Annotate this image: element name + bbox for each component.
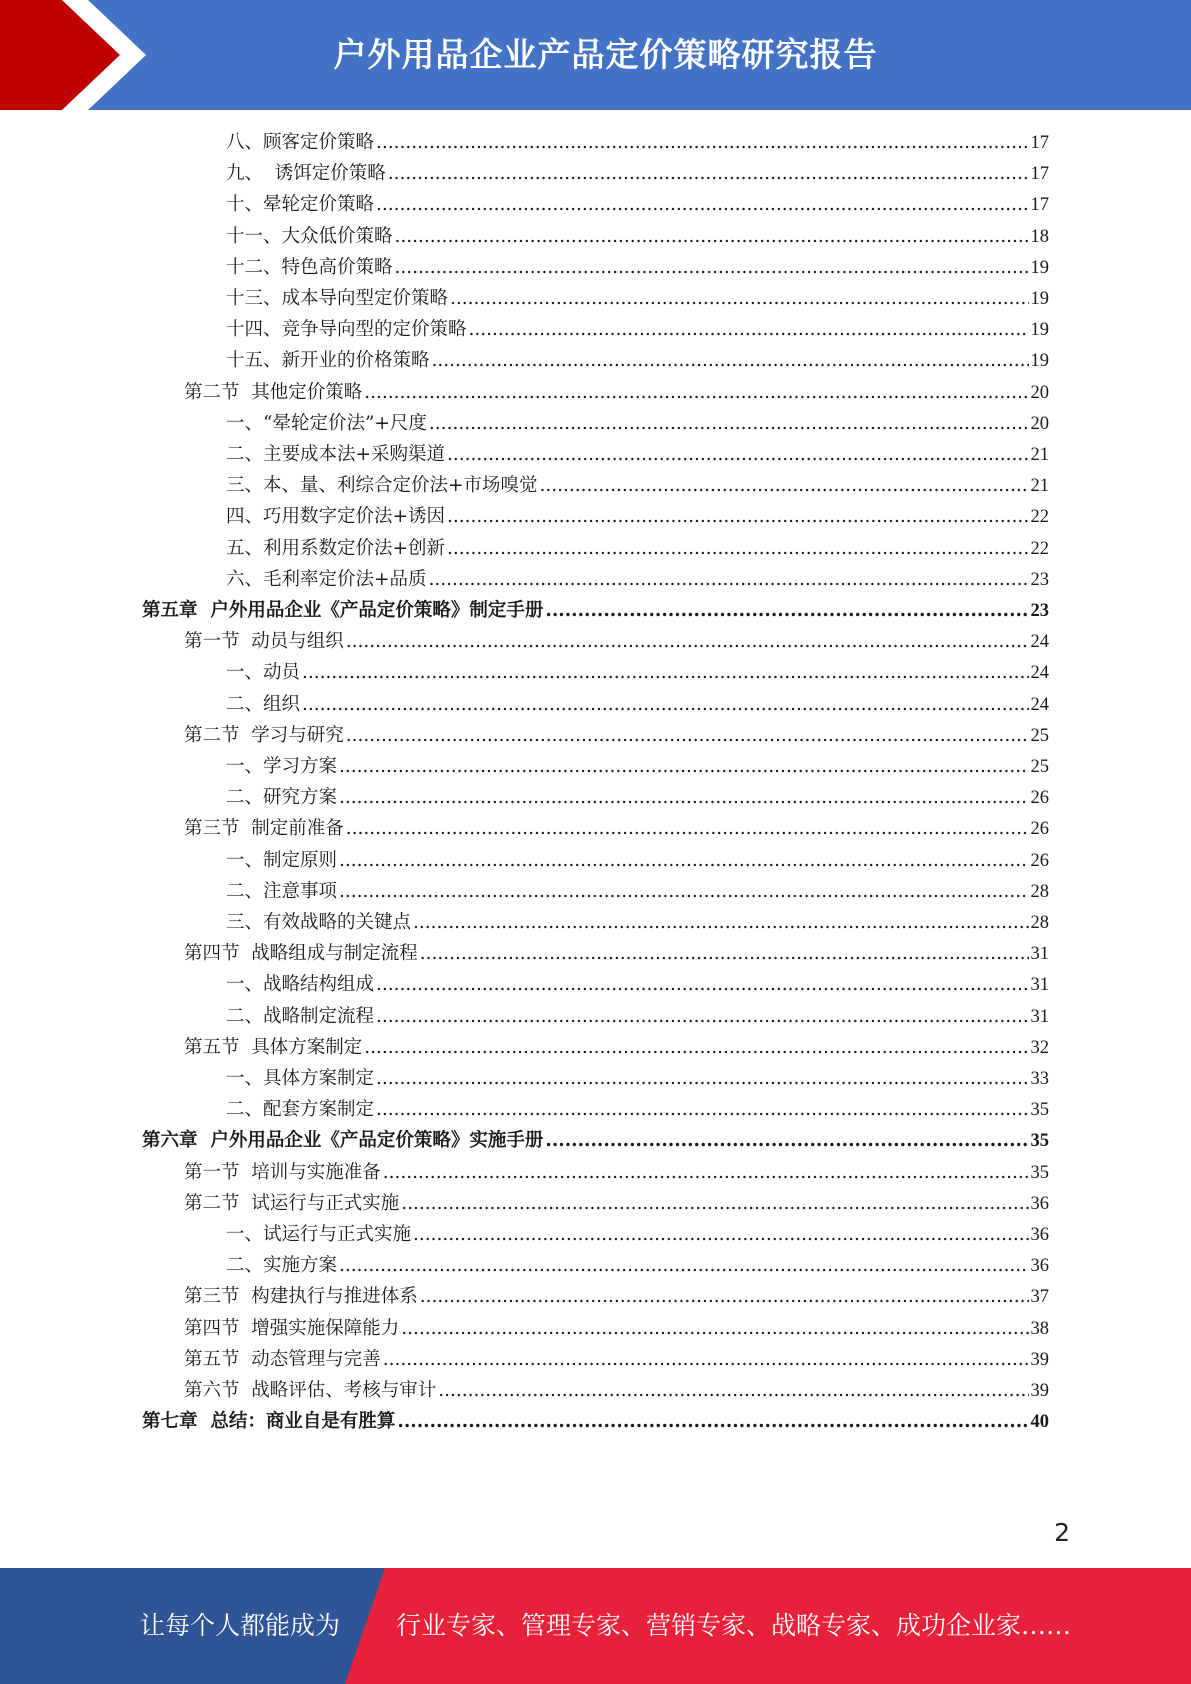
toc-entry-label: 第三节 构建执行与推进体系 — [184, 1286, 418, 1308]
toc-entry-label: 三、本、量、利综合定价法+市场嗅觉 — [226, 475, 538, 497]
toc-subsection-entry[interactable] — [226, 783, 1049, 814]
toc-subsection-entry[interactable] — [226, 690, 1049, 721]
toc-subsection-entry[interactable] — [226, 534, 1049, 565]
toc-entry-label: 九、 诱饵定价策略 — [226, 163, 386, 185]
toc-entry-page: 40 — [1030, 1412, 1049, 1433]
toc-entry-page: 33 — [1030, 1069, 1049, 1089]
toc-subsection-entry[interactable] — [226, 877, 1049, 908]
toc-section-entry[interactable] — [184, 939, 1049, 970]
toc-dot-leader — [432, 350, 1029, 371]
toc-entry-label: 二、战略制定流程 — [226, 1005, 375, 1027]
toc-entry-page: 20 — [1030, 382, 1049, 403]
toc-dot-leader — [438, 1380, 1028, 1401]
toc-subsection-entry[interactable] — [226, 752, 1049, 783]
toc-entry-page: 36 — [1030, 1225, 1049, 1245]
toc-entry-page: 22 — [1030, 538, 1049, 559]
toc-entry-page: 35 — [1030, 1162, 1049, 1183]
toc-subsection-entry[interactable] — [226, 846, 1049, 877]
toc-entry-page: 26 — [1030, 850, 1049, 871]
toc-dot-leader — [420, 1286, 1029, 1307]
toc-subsection-entry[interactable] — [226, 502, 1049, 533]
toc-subsection-entry[interactable] — [226, 315, 1049, 346]
toc-entry-page: 23 — [1030, 601, 1049, 621]
toc-entry-label: 第四节 战略组成与制定流程 — [184, 943, 418, 965]
toc-entry-page: 23 — [1030, 569, 1049, 590]
toc-section-entry[interactable] — [184, 1314, 1049, 1345]
toc-subsection-entry[interactable] — [226, 1064, 1049, 1095]
toc-dot-leader — [339, 850, 1028, 871]
toc-section-entry[interactable] — [184, 378, 1049, 409]
toc-entry-label: 第六节 战略评估、考核与审计 — [184, 1380, 437, 1401]
toc-dot-leader — [383, 1162, 1029, 1183]
footer-banner — [0, 1568, 1191, 1684]
toc-entry-label: 一、动员 — [226, 662, 301, 684]
toc-dot-leader — [339, 881, 1028, 902]
toc-subsection-entry[interactable] — [226, 190, 1049, 221]
toc-subsection-entry[interactable] — [226, 128, 1049, 159]
toc-entry-page: 26 — [1030, 819, 1049, 840]
toc-dot-leader — [395, 226, 1029, 247]
toc-entry-page: 21 — [1030, 445, 1049, 465]
toc-entry-page: 35 — [1030, 1100, 1049, 1121]
toc-entry-label: 第五章 户外用品企业《产品定价策略》制定手册 — [142, 600, 544, 621]
toc-subsection-entry[interactable] — [226, 970, 1049, 1001]
toc-dot-leader — [364, 382, 1028, 403]
toc-subsection-entry[interactable] — [226, 658, 1049, 689]
toc-subsection-entry[interactable] — [226, 346, 1049, 377]
toc-dot-leader — [420, 943, 1029, 964]
footer-slogan-right: 行业专家、管理专家、营销专家、战略专家、成功企业家…… — [396, 1611, 1072, 1640]
toc-dot-leader — [376, 1068, 1028, 1089]
toc-entry-page: 19 — [1030, 351, 1049, 372]
toc-dot-leader — [401, 1318, 1028, 1339]
toc-dot-leader — [388, 163, 1029, 184]
toc-entry-label: 十三、成本导向型定价策略 — [226, 288, 449, 309]
toc-entry-page: 19 — [1030, 257, 1049, 278]
toc-subsection-entry[interactable] — [226, 1220, 1049, 1251]
toc-entry-page: 19 — [1030, 320, 1049, 341]
toc-entry-page: 18 — [1030, 226, 1049, 247]
page-number: 2 — [1054, 1518, 1070, 1547]
toc-dot-leader — [540, 475, 1029, 496]
toc-subsection-entry[interactable] — [226, 471, 1049, 502]
toc-dot-leader — [346, 725, 1029, 746]
toc-entry-page: 17 — [1030, 164, 1049, 185]
toc-subsection-entry[interactable] — [226, 253, 1049, 284]
toc-entry-page: 17 — [1030, 133, 1049, 153]
toc-dot-leader — [397, 1411, 1028, 1432]
toc-dot-leader — [346, 818, 1029, 839]
toc-entry-label: 第五节 具体方案制定 — [184, 1036, 363, 1058]
document-title: 户外用品企业产品定价策略研究报告 — [333, 35, 878, 74]
toc-dot-leader — [376, 974, 1028, 995]
toc-dot-leader — [450, 288, 1028, 309]
toc-entry-page: 21 — [1030, 476, 1049, 497]
toc-dot-leader — [364, 1037, 1028, 1058]
toc-subsection-entry[interactable] — [226, 284, 1049, 315]
toc-dot-leader — [447, 506, 1028, 527]
toc-entry-label: 第一节 动员与组织 — [184, 631, 344, 653]
toc-subsection-entry[interactable] — [226, 159, 1049, 190]
toc-entry-label: 八、顾客定价策略 — [226, 132, 375, 153]
toc-section-entry[interactable] — [184, 1033, 1049, 1064]
toc-entry-label: 二、配套方案制定 — [226, 1099, 375, 1121]
toc-entry-label: 四、巧用数字定价法+诱因 — [226, 506, 446, 528]
toc-entry-label: 第四节 增强实施保障能力 — [184, 1317, 400, 1339]
toc-entry-label: 第六章 户外用品企业《产品定价策略》实施手册 — [142, 1130, 544, 1152]
toc-entry-page: 19 — [1030, 289, 1049, 309]
toc-entry-label: 一、具体方案制定 — [226, 1068, 375, 1089]
toc-entry-page: 26 — [1030, 788, 1049, 809]
toc-entry-page: 38 — [1030, 1318, 1049, 1339]
toc-entry-page: 32 — [1030, 1037, 1049, 1058]
toc-entry-page: 17 — [1030, 195, 1049, 216]
toc-dot-leader — [545, 1130, 1028, 1151]
toc-entry-label: 十二、特色高价策略 — [226, 256, 393, 278]
toc-dot-leader — [376, 1099, 1028, 1120]
toc-subsection-entry[interactable] — [226, 565, 1049, 596]
toc-entry-label: 二、实施方案 — [226, 1255, 338, 1277]
toc-dot-leader — [447, 538, 1028, 559]
toc-entry-label: 一、战略结构组成 — [226, 974, 375, 996]
toc-dot-leader — [413, 912, 1028, 933]
toc-dot-leader — [429, 413, 1029, 434]
toc-dot-leader — [376, 132, 1028, 153]
toc-entry-label: 第二节 学习与研究 — [184, 724, 344, 746]
toc-entry-label: 二、主要成本法+采购渠道 — [226, 444, 446, 465]
toc-dot-leader — [469, 319, 1029, 340]
toc-dot-leader — [545, 600, 1028, 621]
toc-entry-label: 一、试运行与正式实施 — [226, 1224, 412, 1245]
footer-slogan-left: 让每个人都能成为 — [140, 1611, 341, 1640]
toc-entry-label: 十五、新开业的价格策略 — [226, 350, 430, 372]
toc-entry-page: 24 — [1030, 632, 1049, 653]
toc-section-entry[interactable] — [184, 721, 1049, 752]
toc-entry-page: 25 — [1030, 725, 1049, 746]
toc-subsection-entry[interactable] — [226, 440, 1049, 471]
toc-entry-page: 24 — [1030, 694, 1049, 715]
toc-entry-page: 25 — [1030, 757, 1049, 777]
toc-subsection-entry[interactable] — [226, 1251, 1049, 1282]
toc-subsection-entry[interactable] — [226, 222, 1049, 253]
toc-section-entry[interactable] — [184, 1376, 1049, 1407]
toc-entry-label: 第一节 培训与实施准备 — [184, 1161, 381, 1183]
toc-entry-label: 第七章 总结：商业自是有胜算 — [142, 1411, 396, 1433]
toc-entry-page: 22 — [1030, 507, 1049, 528]
toc-entry-page: 36 — [1030, 1193, 1049, 1214]
toc-subsection-entry[interactable] — [226, 1002, 1049, 1033]
toc-subsection-entry[interactable] — [226, 908, 1049, 939]
toc-dot-leader — [346, 631, 1029, 652]
toc-dot-leader — [339, 787, 1028, 808]
toc-entry-label: 第二节 试运行与正式实施 — [184, 1192, 400, 1214]
toc-section-entry[interactable] — [184, 814, 1049, 845]
toc-subsection-entry[interactable] — [226, 1095, 1049, 1126]
toc-section-entry[interactable] — [184, 1282, 1049, 1313]
toc-entry-page: 28 — [1030, 913, 1049, 933]
toc-entry-page: 20 — [1030, 413, 1049, 434]
toc-entry-label: 第二节 其他定价策略 — [184, 381, 363, 403]
toc-entry-label: 一、学习方案 — [226, 756, 338, 777]
toc-dot-leader — [395, 257, 1029, 278]
toc-chapter-entry[interactable] — [142, 1126, 1049, 1157]
toc-entry-label: 二、组织 — [226, 693, 301, 715]
toc-dot-leader — [376, 194, 1028, 215]
toc-entry-page: 39 — [1030, 1381, 1049, 1401]
toc-entry-page: 28 — [1030, 881, 1049, 902]
toc-dot-leader — [401, 1193, 1028, 1214]
toc-entry-page: 36 — [1030, 1256, 1049, 1277]
toc-dot-leader — [429, 569, 1029, 590]
toc-entry-label: 三、有效战略的关键点 — [226, 912, 412, 933]
toc-section-entry[interactable] — [184, 1158, 1049, 1189]
toc-entry-page: 35 — [1030, 1131, 1049, 1152]
toc-chapter-entry[interactable] — [142, 596, 1049, 627]
toc-entry-label: 十一、大众低价策略 — [226, 225, 393, 247]
toc-dot-leader — [302, 694, 1028, 715]
toc-dot-leader — [376, 1006, 1028, 1027]
toc-dot-leader — [339, 756, 1028, 777]
toc-entry-label: 二、注意事项 — [226, 880, 338, 902]
toc-entry-page: 31 — [1030, 975, 1049, 996]
toc-dot-leader — [447, 444, 1028, 465]
toc-subsection-entry[interactable] — [226, 409, 1049, 440]
toc-section-entry[interactable] — [184, 1189, 1049, 1220]
toc-entry-label: 第三节 制定前准备 — [184, 818, 344, 840]
toc-dot-leader — [302, 662, 1028, 683]
toc-entry-page: 31 — [1030, 1006, 1049, 1027]
toc-section-entry[interactable] — [184, 1345, 1049, 1376]
toc-dot-leader — [383, 1349, 1029, 1370]
toc-entry-label: 一、制定原则 — [226, 849, 338, 871]
toc-entry-page: 37 — [1030, 1287, 1049, 1308]
toc-section-entry[interactable] — [184, 627, 1049, 658]
toc-entry-label: 一、“晕轮定价法”+尺度 — [226, 412, 427, 434]
toc-dot-leader — [339, 1255, 1028, 1276]
toc-entry-label: 十、晕轮定价策略 — [226, 194, 375, 216]
toc-entry-page: 39 — [1030, 1349, 1049, 1370]
toc-entry-page: 24 — [1030, 663, 1049, 684]
toc-dot-leader — [413, 1224, 1028, 1245]
toc-entry-page: 31 — [1030, 944, 1049, 965]
toc-entry-label: 第五节 动态管理与完善 — [184, 1348, 381, 1370]
toc-entry-label: 五、利用系数定价法+创新 — [226, 537, 446, 559]
toc-entry-label: 二、研究方案 — [226, 787, 338, 809]
toc-chapter-entry[interactable] — [142, 1407, 1049, 1438]
header-banner — [0, 0, 1191, 110]
toc-entry-label: 六、毛利率定价法+品质 — [226, 568, 427, 590]
toc-entry-label: 十四、竞争导向型的定价策略 — [226, 319, 467, 341]
